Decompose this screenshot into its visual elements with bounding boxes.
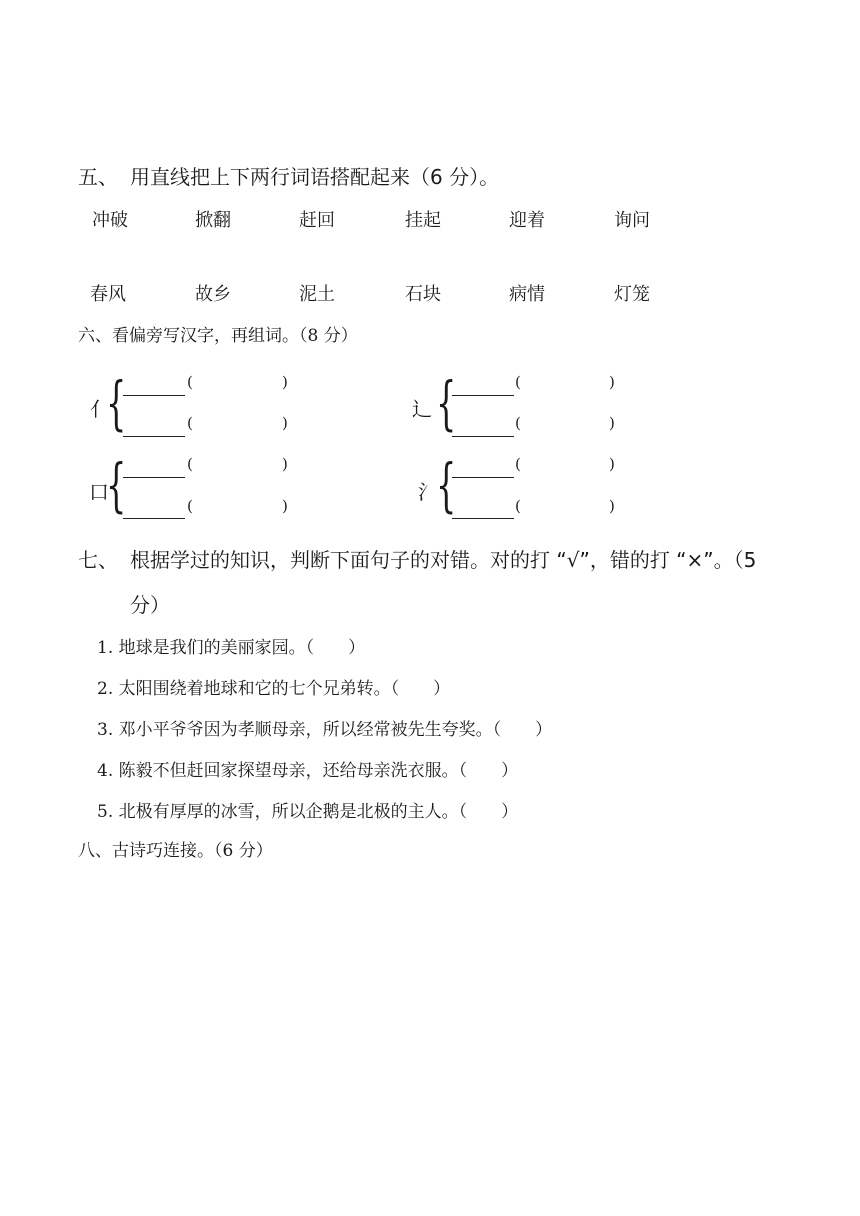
paren-close: ) bbox=[609, 373, 615, 391]
bottom-word: 病情 bbox=[509, 284, 545, 305]
paren-close: ) bbox=[282, 373, 288, 391]
top-word: 挂起 bbox=[405, 210, 441, 231]
paren-open: ( bbox=[187, 414, 193, 432]
paren-close: ) bbox=[282, 414, 288, 432]
bottom-word: 春风 bbox=[90, 284, 126, 305]
brace: { bbox=[106, 369, 127, 437]
section5-number: 五、 bbox=[78, 165, 118, 189]
answer-blank[interactable] bbox=[123, 477, 185, 478]
paren-close: ) bbox=[609, 414, 615, 432]
bottom-word: 石块 bbox=[405, 284, 441, 305]
paren-close: ) bbox=[609, 455, 615, 473]
answer-blank[interactable] bbox=[452, 395, 514, 396]
top-word: 迎着 bbox=[509, 210, 545, 231]
paren-open: ( bbox=[187, 373, 193, 391]
answer-blank[interactable] bbox=[123, 395, 185, 396]
section8-title: 八、古诗巧连接。（6 分） bbox=[78, 841, 273, 861]
answer-blank[interactable] bbox=[452, 436, 514, 437]
radical-label: 辶 bbox=[412, 397, 432, 421]
paren-open: ( bbox=[187, 455, 193, 473]
answer-blank[interactable] bbox=[123, 518, 185, 519]
judgement-item: 4. 陈毅不但赶回家探望母亲，还给母亲洗衣服。（ ） bbox=[97, 761, 519, 781]
answer-blank[interactable] bbox=[123, 436, 185, 437]
radical-label: 口 bbox=[89, 480, 109, 504]
section5-title: 用直线把上下两行词语搭配起来（6 分）。 bbox=[130, 165, 500, 189]
radical-label: 氵 bbox=[418, 480, 438, 504]
judgement-item: 2. 太阳围绕着地球和它的七个兄弟转。（ ） bbox=[97, 679, 451, 699]
bottom-word: 灯笼 bbox=[614, 284, 650, 305]
paren-open: ( bbox=[515, 497, 521, 515]
section7-number: 七、 bbox=[78, 548, 118, 572]
radical-label: 亻 bbox=[90, 397, 110, 421]
section7-title-line2: 分） bbox=[130, 593, 170, 617]
bottom-word: 泥土 bbox=[299, 284, 335, 305]
brace: { bbox=[436, 451, 457, 519]
top-word: 赶回 bbox=[299, 210, 335, 231]
judgement-item: 5. 北极有厚厚的冰雪，所以企鹅是北极的主人。（ ） bbox=[97, 802, 519, 822]
paren-close: ) bbox=[282, 497, 288, 515]
paren-close: ) bbox=[609, 497, 615, 515]
judgement-item: 1. 地球是我们的美丽家园。（ ） bbox=[97, 638, 366, 658]
section6-title: 六、看偏旁写汉字，再组词。（8 分） bbox=[78, 326, 358, 346]
bottom-word: 故乡 bbox=[195, 284, 231, 305]
judgement-item: 3. 邓小平爷爷因为孝顺母亲，所以经常被先生夸奖。（ ） bbox=[97, 720, 553, 740]
paren-close: ) bbox=[282, 455, 288, 473]
top-word: 询问 bbox=[614, 210, 650, 231]
paren-open: ( bbox=[515, 373, 521, 391]
paren-open: ( bbox=[187, 497, 193, 515]
paren-open: ( bbox=[515, 455, 521, 473]
brace: { bbox=[106, 451, 127, 519]
brace: { bbox=[436, 369, 457, 437]
answer-blank[interactable] bbox=[452, 477, 514, 478]
top-word: 掀翻 bbox=[195, 210, 231, 231]
paren-open: ( bbox=[515, 414, 521, 432]
answer-blank[interactable] bbox=[452, 518, 514, 519]
top-word: 冲破 bbox=[92, 210, 128, 231]
section7-title-line1: 根据学过的知识，判断下面句子的对错。对的打 “√”，错的打 “×”。（5 bbox=[130, 548, 757, 572]
